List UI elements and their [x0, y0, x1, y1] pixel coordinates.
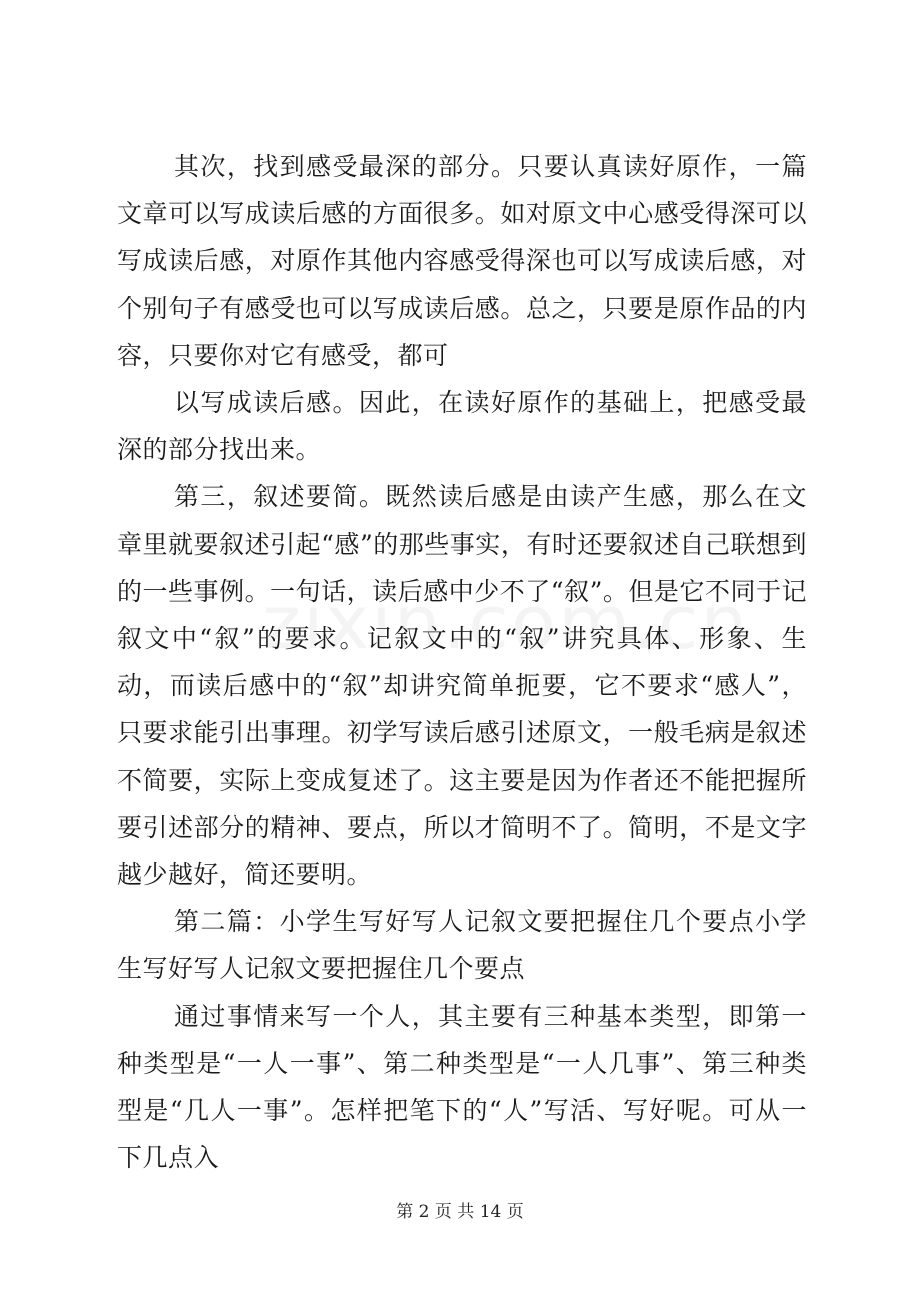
- paragraph-5: 通过事情来写一个人，其主要有三种基本类型，即第一种类型是“一人一事”、第二种类型是“一人几事”、第三种类型是“几人一事”。怎样把笔下的“人”写活、写好呢。可从一下几点入: [117, 1001, 807, 1173]
- paragraph-1: 其次，找到感受最深的部分。只要认真读好原作，一篇文章可以写成读后感的方面很多。如对原文中心感受得深可以写成读后感，对原作其他内容感受得深也可以写成读后感，对个别句子有感受也可以写成读后感。总之，只要是原作品的内容，只要你对它有感受，都可: [117, 152, 807, 370]
- document-body: [117, 143, 807, 1181]
- page-footer: 第 2 页 共 14 页: [396, 1202, 524, 1222]
- paragraph-2: 以写成读后感。因此，在读好原作的基础上，把感受最深的部分找出来。: [117, 388, 807, 465]
- paragraph-4: 第二篇：小学生写好写人记叙文要把握住几个要点小学生写好写人记叙文要把握住几个要点: [117, 907, 807, 984]
- paragraph-3: 第三，叙述要简。既然读后感是由读产生感，那么在文章里就要叙述引起“感”的那些事实，有时还要叙述自己联想到的一些事例。一句话，读后感中少不了“叙”。但是它不同于记叙文中“叙”的要求。记叙文中的“叙”讲究具体、形象、生动，而读后感中的“叙”却讲究简单扼要，它不要求“感人”，只要求能引出事理。初学写读后感引述原文，一般毛病是叙述不简要，实际上变成复述了。这主要是因为作者还不能把握所要引述部分的精神、要点，所以才简明不了。简明，不是文字越少越好，简还要明。: [117, 482, 807, 890]
